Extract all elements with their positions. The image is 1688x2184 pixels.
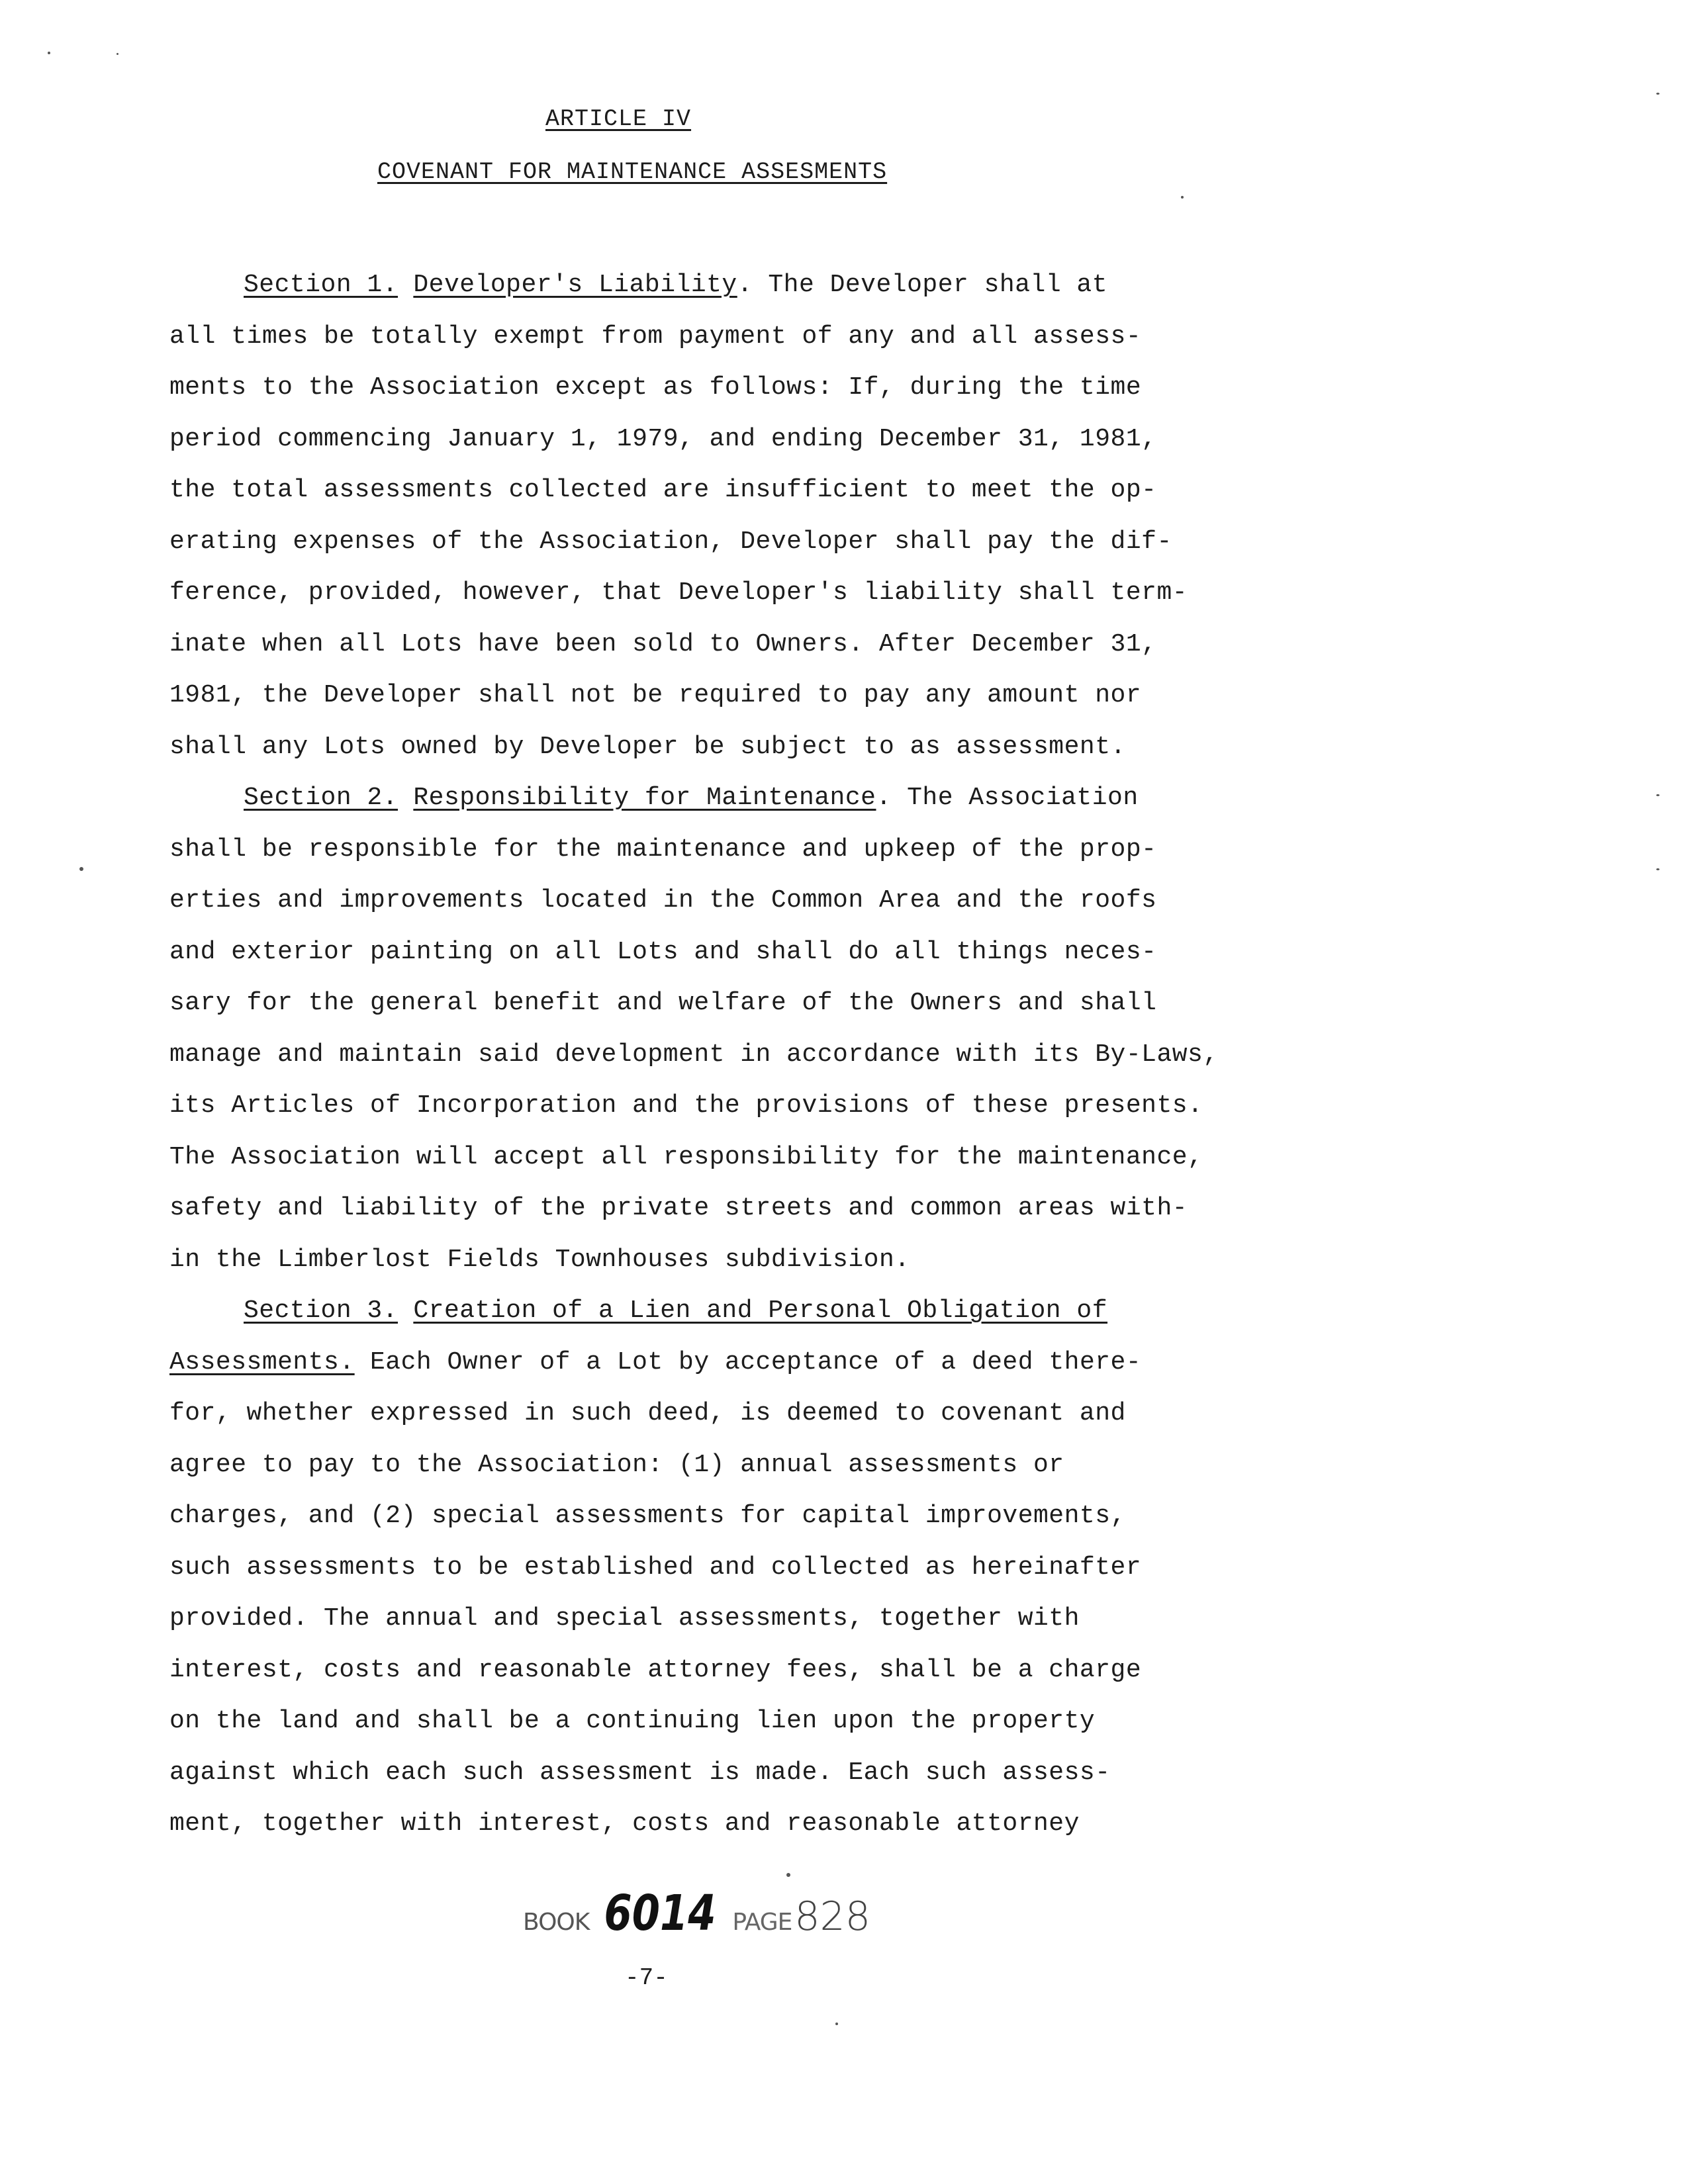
scan-speck — [48, 52, 50, 54]
section-3-line: interest, costs and reasonable attorney fees, shall be a charge — [169, 1655, 1142, 1684]
section-1-line: period commencing January 1, 1979, and ending December 31, 1981, — [169, 424, 1157, 453]
section-3-line: against which each such assessment is made. Each such assess- — [169, 1758, 1111, 1787]
section-2-line: sary for the general benefit and welfare of the Owners and shall — [169, 989, 1157, 1017]
section-2-line: The Association — [907, 784, 1139, 812]
page-label: PAGE — [732, 1909, 792, 1936]
section-3-line: such assessments to be established and collected as hereinafter — [169, 1553, 1142, 1582]
scan-speck — [786, 1873, 790, 1877]
page-number: 828 — [794, 1893, 870, 1940]
section-2-line: and exterior painting on all Lots and shall do all things neces- — [169, 937, 1157, 966]
section-1-line: erating expenses of the Association, Developer shall pay the dif- — [169, 527, 1172, 556]
document-body — [169, 259, 1229, 1850]
section-1-line: the total assessments collected are insufficient to meet the op- — [169, 476, 1157, 504]
section-2-line: in the Limberlost Fields Townhouses subdivision. — [169, 1245, 910, 1274]
scan-speck — [835, 2023, 838, 2025]
scan-speck — [1656, 794, 1660, 796]
section-1-line: ments to the Association except as follows: If, during the time — [169, 373, 1142, 402]
article-heading: ARTICLE IV — [545, 106, 692, 132]
section-2-line: its Articles of Incorporation and the provisions of these presents. — [169, 1091, 1203, 1120]
section-1-line: all times be totally exempt from payment of any and all assess- — [169, 322, 1142, 351]
section-3-line: for, whether expressed in such deed, is deemed to covenant and — [169, 1399, 1126, 1428]
section-1-heading-line: Section 1. Developer's Liability. The Developer shall at — [244, 271, 1108, 299]
section-1-label: Section 1. — [244, 271, 399, 299]
section-3-line: agree to pay to the Association: (1) annual assessments or — [169, 1450, 1064, 1479]
section-3-line: provided. The annual and special assessments, together with — [169, 1604, 1080, 1633]
section-2-label: Section 2. — [244, 784, 399, 812]
section-2-line: The Association will accept all responsibility for the maintenance, — [169, 1142, 1203, 1171]
scan-speck — [1656, 93, 1660, 95]
scan-speck — [79, 867, 83, 871]
book-page-stamp — [523, 1885, 870, 1942]
section-3-line: ment, together with interest, costs and reasonable attorney — [169, 1809, 1080, 1838]
section-2-line: manage and maintain said development in accordance with its By-Laws, — [169, 1040, 1219, 1069]
section-2-title: Responsibility for Maintenance — [413, 784, 876, 812]
section-1-line: shall any Lots owned by Developer be subject to as assessment. — [169, 732, 1126, 761]
section-3-label: Section 3. — [244, 1297, 399, 1325]
book-label: BOOK — [523, 1909, 590, 1936]
page-folio: -7- — [625, 1964, 668, 1991]
scan-speck — [1656, 868, 1660, 870]
scan-speck — [1181, 196, 1184, 199]
section-3-line: charges, and (2) special assessments for capital improvements, — [169, 1502, 1126, 1530]
section-3-title-continued: Assessments. — [169, 1347, 355, 1377]
section-1-line: 1981, the Developer shall not be required to pay any amount nor — [169, 681, 1142, 709]
book-number: 6014 — [604, 1885, 716, 1942]
section-1-line: ference, provided, however, that Developer's liability shall term- — [169, 578, 1188, 607]
section-2-heading-line: Section 2. Responsibility for Maintenance. The Association — [244, 784, 1139, 812]
section-3-title: Creation of a Lien and Personal Obligation of — [413, 1297, 1108, 1325]
section-2-line: erties and improvements located in the Common Area and the roofs — [169, 886, 1157, 915]
scan-speck — [117, 53, 118, 55]
section-3-heading-line-2 — [169, 1337, 1229, 1388]
section-1-line: inate when all Lots have been sold to Owners. After December 31, — [169, 629, 1157, 659]
section-3-heading-line — [169, 1285, 1229, 1337]
article-title: COVENANT FOR MAINTENANCE ASSESMENTS — [377, 159, 888, 185]
section-3-line: on the land and shall be a continuing lien upon the property — [169, 1707, 1096, 1735]
section-3-line: Each Owner of a Lot by acceptance of a deed there- — [369, 1347, 1142, 1377]
section-1-title: Developer's Liability — [413, 271, 737, 299]
section-2-line: safety and liability of the private streets and common areas with- — [169, 1194, 1188, 1222]
section-2-line: shall be responsible for the maintenance and upkeep of the prop- — [169, 835, 1157, 864]
section-1-line: The Developer shall at — [768, 271, 1108, 299]
